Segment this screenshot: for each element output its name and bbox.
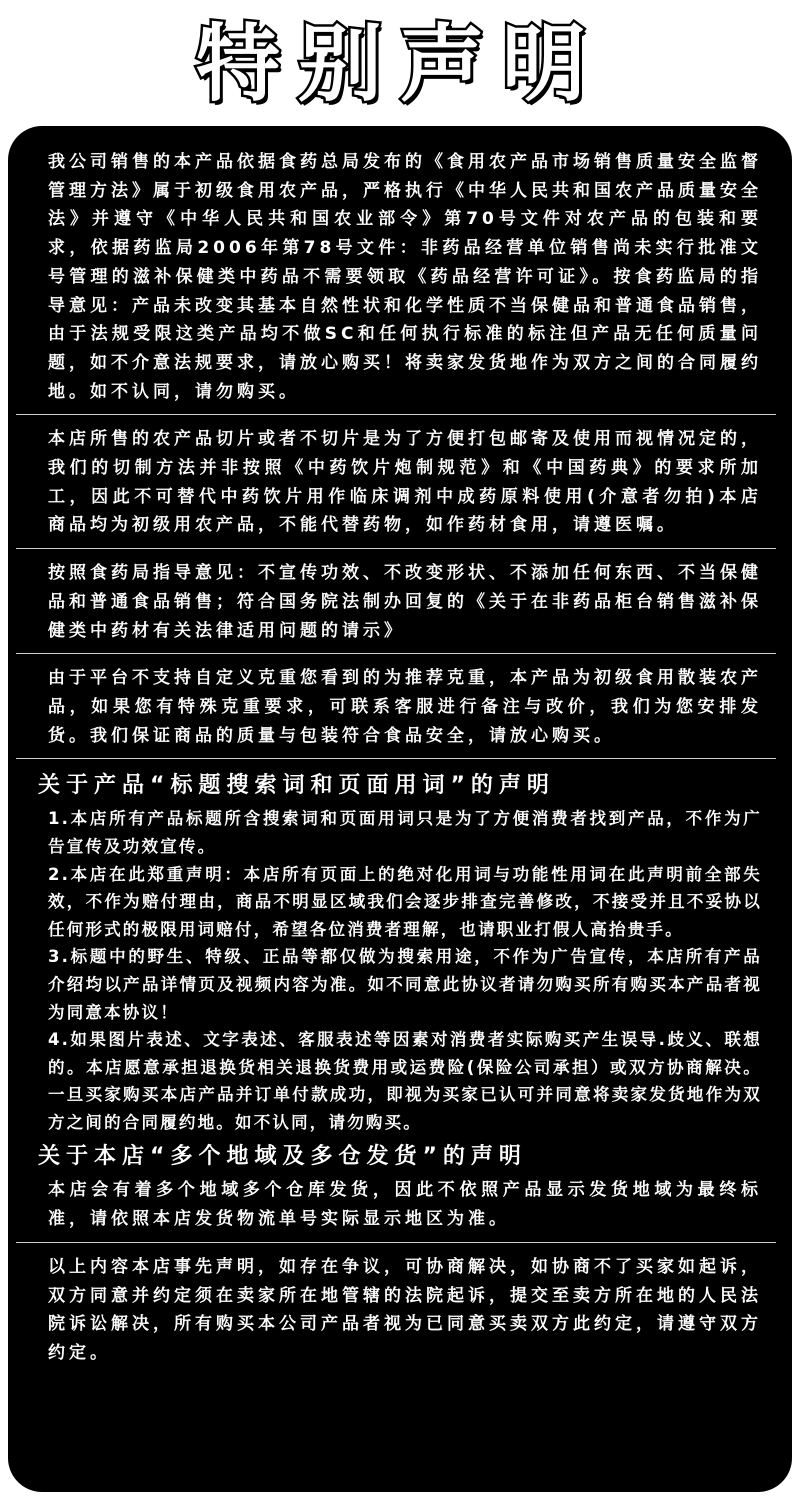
heading-title-keywords: 关于产品“标题搜索词和页面用词”的声明: [38, 773, 555, 799]
divider: [16, 414, 776, 415]
divider: [16, 548, 776, 549]
divider: [16, 758, 776, 759]
statement-paragraph-slicing: 本店所售的农产品切片或者不切片是为了方便打包邮寄及使用而视情况定的，我们的切制方法并非按照《中药饮片炮制规范》和《中国药典》的要求所加工，因此不可替代中药饮片用作临床调剂中成药原料使用(介意者勿拍)本店商品均为初级用农产品，不能代替药物，如作药材食用，请遵医嘱。: [48, 429, 762, 536]
keyword-item-2: 2.本店在此郑重声明：本店所有页面上的绝对化用词与功能性用词在此声明前全部失效，不作为赔付理由，商品不明显区域我们会逐步排查完善修改，不接受并且不妥协以任何形式的极限用词赔付，希望各位消费者理解，也请职业打假人高抬贵手。: [48, 864, 762, 939]
statement-paragraph-legal-basis: 我公司销售的本产品依据食药总局发布的《食用农产品市场销售质量安全监督管理方法》属于初级食用农产品，严格执行《中华人民共和国农产品质量安全法》并遵守《中华人民共和国农业部令》第70号文件对农产品的包装和要求，依据药监局2006年第78号文件：非药品经营单位销售尚未实行批准文号管理的滋补保健类中药品不需要领取《药品经营许可证》。按食药监局的指导意见：产品未改变其基本自然性状和化学性质不当保健品和普通食品销售，由于法规受限这类产品均不做SC和任何执行标准的标注但产品无任何质量问题，如不介意法规要求，请放心购买！将卖家发货地作为双方之间的合同履约地。如不认同，请勿购买。: [48, 152, 762, 402]
keyword-item-1: 1.本店所有产品标题所含搜索词和页面用词只是为了方便消费者找到产品，不作为广告宣传及功效宣传。: [48, 809, 762, 856]
statement-panel: [8, 126, 792, 1492]
divider: [16, 1242, 776, 1243]
keyword-item-3: 3.标题中的野生、特级、正品等都仅做为搜索用途，不作为广告宣传，本店所有产品介绍均以产品详情页及视频内容为准。如不同意此协议者请勿购买所有购买本产品者视为同意本协议！: [48, 947, 762, 1022]
page-title: 特别声明: [195, 15, 604, 113]
divider: [16, 653, 776, 654]
statement-paragraph-dispute: 以上内容本店事先声明，如存在争议，可协商解决，如协商不了买家如起诉，双方同意并约定须在卖家所在地管辖的法院起诉，提交至卖方所在地的人民法院诉讼解决，所有购买本公司产品者视为已同意买卖双方此约定，请遵守双方约定。: [48, 1256, 762, 1363]
heading-multi-warehouse: 关于本店“多个地域及多仓发货”的声明: [38, 1144, 527, 1170]
statement-paragraph-guidance: 按照食药局指导意见：不宣传功效、不改变形状、不添加任何东西、不当保健品和普通食品销售；符合国务院法制办回复的《关于在非药品柜台销售滋补保健类中药材有关法律适用问题的请示》: [48, 563, 762, 641]
statement-paragraph-weight: 由于平台不支持自定义克重您看到的为推荐克重，本产品为初级食用散装农产品，如果您有特殊克重要求，可联系客服进行备注与改价，我们为您安排发货。我们保证商品的质量与包装符合食品安全，请放心购买。: [48, 668, 762, 746]
statement-paragraph-warehouse: 本店会有着多个地域多个仓库发货，因此不依照产品显示发货地域为最终标准，请依照本店发货物流单号实际显示地区为准。: [48, 1180, 762, 1230]
keyword-item-4: 4.如果图片表述、文字表述、客服表述等因素对消费者实际购买产生误导.歧义、联想的。本店愿意承担退换货相关退换货费用或运费险(保险公司承担）或双方协商解决。一旦买家购买本店产品并订单付款成功，即视为买家已认可并同意将卖家发货地作为双方之间的合同履约地。如不认同，请勿购买。: [48, 1030, 762, 1132]
